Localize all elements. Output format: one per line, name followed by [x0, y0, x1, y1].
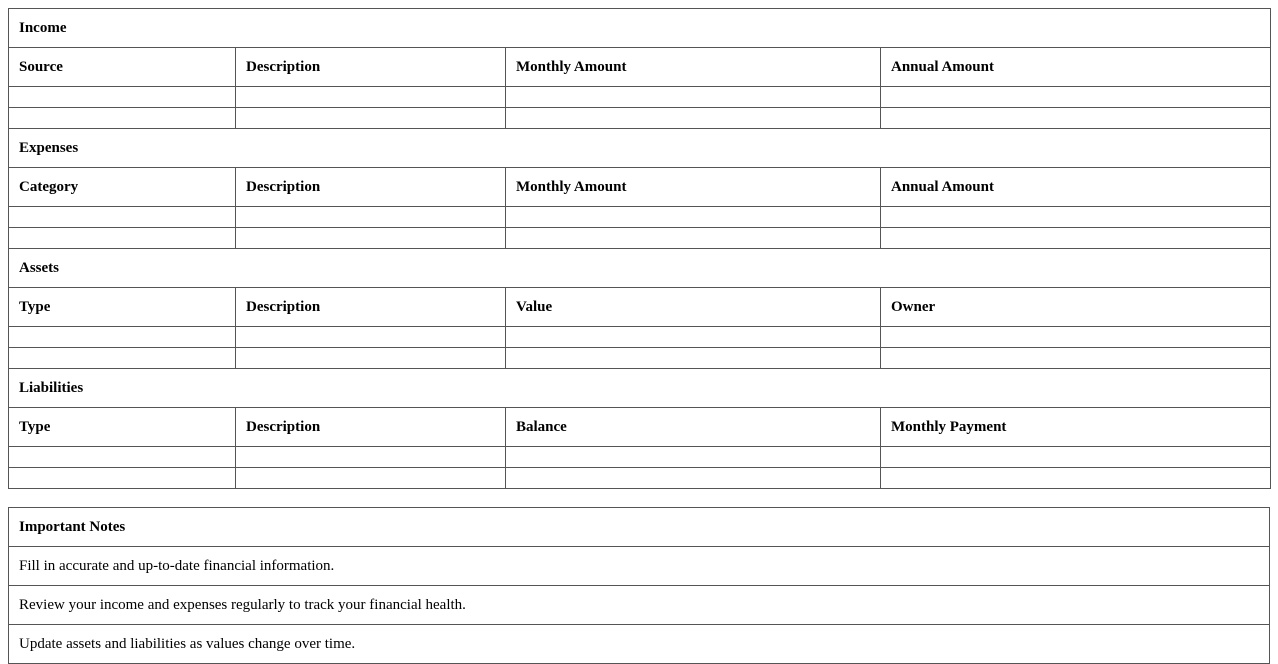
empty-cell[interactable] — [881, 327, 1271, 348]
column-header: Type — [9, 288, 236, 327]
table-row — [9, 468, 1271, 489]
empty-cell[interactable] — [881, 447, 1271, 468]
empty-cell[interactable] — [881, 108, 1271, 129]
empty-cell[interactable] — [881, 468, 1271, 489]
empty-cell[interactable] — [9, 87, 236, 108]
section-title-assets: Assets — [9, 249, 1271, 288]
notes-header — [9, 508, 1270, 547]
column-header: Monthly Amount — [506, 48, 881, 87]
column-header: Description — [236, 168, 506, 207]
empty-cell[interactable] — [236, 228, 506, 249]
empty-cell[interactable] — [236, 327, 506, 348]
assets-section-header — [9, 249, 1271, 288]
expenses-section-header — [9, 129, 1271, 168]
empty-cell[interactable] — [236, 87, 506, 108]
column-header: Annual Amount — [881, 48, 1271, 87]
table-row — [9, 447, 1271, 468]
empty-cell[interactable] — [506, 207, 881, 228]
empty-cell[interactable] — [9, 468, 236, 489]
column-header: Balance — [506, 408, 881, 447]
note-text: Update assets and liabilities as values change over time. — [9, 625, 1270, 664]
empty-cell[interactable] — [9, 207, 236, 228]
empty-cell[interactable] — [9, 348, 236, 369]
note-text: Review your income and expenses regularly to track your financial health. — [9, 586, 1270, 625]
table-row — [9, 327, 1271, 348]
table-row — [9, 348, 1271, 369]
empty-cell[interactable] — [881, 207, 1271, 228]
empty-cell[interactable] — [506, 228, 881, 249]
column-header: Value — [506, 288, 881, 327]
table-row — [9, 207, 1271, 228]
column-header: Source — [9, 48, 236, 87]
financial-worksheet-table — [8, 8, 1271, 489]
notes-title: Important Notes — [9, 508, 1270, 547]
note-text: Fill in accurate and up-to-date financial information. — [9, 547, 1270, 586]
empty-cell[interactable] — [236, 348, 506, 369]
column-header: Description — [236, 48, 506, 87]
table-row — [9, 108, 1271, 129]
column-header: Category — [9, 168, 236, 207]
column-header: Monthly Payment — [881, 408, 1271, 447]
column-header: Description — [236, 408, 506, 447]
empty-cell[interactable] — [881, 87, 1271, 108]
empty-cell[interactable] — [236, 207, 506, 228]
column-header: Owner — [881, 288, 1271, 327]
empty-cell[interactable] — [236, 447, 506, 468]
empty-cell[interactable] — [506, 87, 881, 108]
column-header: Type — [9, 408, 236, 447]
income-section-header — [9, 9, 1271, 48]
column-header: Annual Amount — [881, 168, 1271, 207]
empty-cell[interactable] — [506, 327, 881, 348]
important-notes-table — [8, 507, 1270, 664]
empty-cell[interactable] — [881, 228, 1271, 249]
section-title-income: Income — [9, 9, 1271, 48]
empty-cell[interactable] — [236, 108, 506, 129]
empty-cell[interactable] — [506, 108, 881, 129]
empty-cell[interactable] — [9, 228, 236, 249]
section-title-liabilities: Liabilities — [9, 369, 1271, 408]
table-row — [9, 87, 1271, 108]
income-column-headers — [9, 48, 1271, 87]
empty-cell[interactable] — [9, 327, 236, 348]
expenses-column-headers — [9, 168, 1271, 207]
assets-column-headers — [9, 288, 1271, 327]
empty-cell[interactable] — [506, 348, 881, 369]
empty-cell[interactable] — [9, 447, 236, 468]
empty-cell[interactable] — [506, 468, 881, 489]
list-item — [9, 625, 1270, 664]
empty-cell[interactable] — [236, 468, 506, 489]
liabilities-column-headers — [9, 408, 1271, 447]
empty-cell[interactable] — [506, 447, 881, 468]
list-item — [9, 547, 1270, 586]
empty-cell[interactable] — [881, 348, 1271, 369]
section-title-expenses: Expenses — [9, 129, 1271, 168]
liabilities-section-header — [9, 369, 1271, 408]
column-header: Monthly Amount — [506, 168, 881, 207]
table-row — [9, 228, 1271, 249]
empty-cell[interactable] — [9, 108, 236, 129]
list-item — [9, 586, 1270, 625]
column-header: Description — [236, 288, 506, 327]
